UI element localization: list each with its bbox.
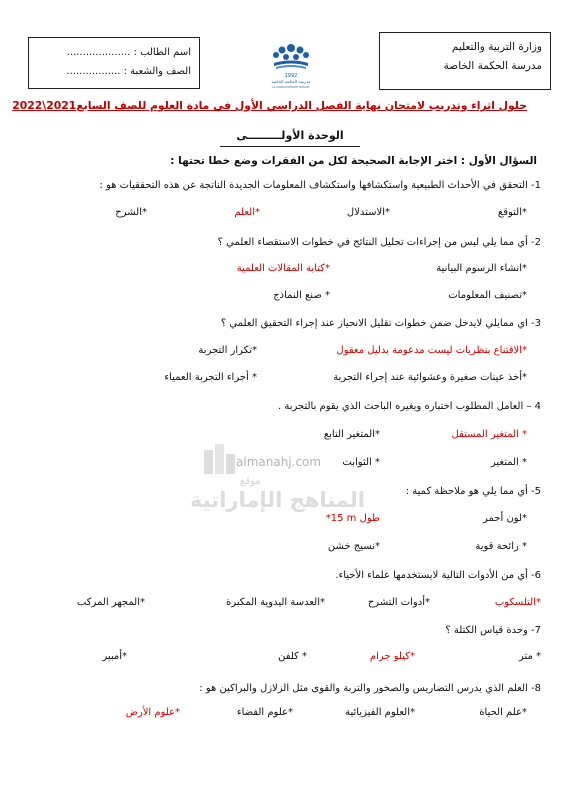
logo-school-ar: مدرسة الحكمة الخاصة xyxy=(271,79,311,84)
logo-year: 1992 xyxy=(284,73,298,79)
q2-option-1[interactable]: *انشاء الرسوم البيانية xyxy=(436,263,527,274)
unit-underline xyxy=(220,146,360,147)
q6-option-2[interactable]: *أدوات التشرح xyxy=(367,597,430,608)
q4-option-4[interactable]: * الثوابت xyxy=(342,457,380,468)
q3-option-2[interactable]: *تكرار التجربة xyxy=(198,345,257,356)
question-7-text: 7- وحدة قياس الكتلة ؟ xyxy=(445,625,541,636)
q2-option-4[interactable]: * صنع النماذج xyxy=(273,290,330,301)
unit-heading: الوحدة الأولـــــــــى xyxy=(236,129,344,142)
q8-option-1[interactable]: *علم الحياة xyxy=(479,707,527,718)
q1-option-1[interactable]: *التوقع xyxy=(497,207,527,218)
q3-option-1[interactable]: *الاقتناع بنظريات ليست مدعومة بدليل معقول xyxy=(336,345,527,356)
q3-option-4[interactable]: * أجراء التجربة العمياء xyxy=(164,372,257,383)
watermark-brand: المناهج الإماراتية xyxy=(190,488,365,512)
grade-section-field[interactable]: الصف والشعبة : ................. xyxy=(66,66,191,77)
q5-option-4[interactable]: *نسيج خشن xyxy=(327,541,380,552)
q6-option-1[interactable]: *التلسكوب xyxy=(494,597,541,608)
page-title: حلول اثراء وتدريب لامتحان نهاية الفصل الدراسي الأول في مادة العلوم للصف السابع2021\2022 xyxy=(12,99,527,112)
question-2-text: 2- أي مما يلي ليس من إجراءات تحليل النتائج في خطوات الاستقصاء العلمي ؟ xyxy=(217,237,541,248)
q8-option-3[interactable]: *علوم الفضاء xyxy=(236,707,293,718)
q8-option-4[interactable]: *علوم الأرض xyxy=(125,707,180,718)
school-logo-icon xyxy=(266,36,316,92)
q6-option-3[interactable]: *العدسة اليدوية المكبرة xyxy=(226,597,325,608)
question-6-text: 6- أي من الأدوات التالية لايستخدمها علماء الأحياء. xyxy=(335,570,541,581)
q5-option-2[interactable]: *15 m طول xyxy=(325,513,380,524)
watermark-logo-icon xyxy=(200,440,240,480)
question-4-text: 4 – العامل المطلوب اختباره ويغيره الباحث الذي يقوم بالتجربة . xyxy=(278,401,541,412)
q7-option-2[interactable]: *كيلو جرام xyxy=(369,651,415,662)
ministry-box xyxy=(379,32,551,90)
student-info-box xyxy=(28,37,200,89)
q7-option-3[interactable]: * كلفن xyxy=(278,651,307,662)
q4-option-1[interactable]: * المتغير المستقل xyxy=(451,429,527,440)
q2-option-3[interactable]: *تصنيف المعلومات xyxy=(448,290,527,301)
question-1-text: 1- التحقق في الأحداث الطبيعية واستكشافها واستكشاف المعلومات الجديدة الناتجة عن هذه التحققيات هو : xyxy=(99,180,541,191)
question-5-text: 5- أي مما يلي هو ملاحظة كمية : xyxy=(405,486,541,497)
q1-option-2[interactable]: *الاستدلال xyxy=(346,207,390,218)
question-8-text: 8- العلم الذي يدرس التضاريس والصخور والتربة والقوى مثل الزلازل والبراكين هو : xyxy=(199,683,541,694)
q5-option-1[interactable]: *لون أحمر xyxy=(483,513,527,524)
school-name: مدرسة الحكمة الخاصة xyxy=(443,60,542,72)
q4-option-2[interactable]: *المتغير التابع xyxy=(323,429,380,440)
student-name-field[interactable]: اسم الطالب : .................... xyxy=(66,47,191,58)
q2-option-2[interactable]: *كتابة المقالات العلمية xyxy=(236,263,330,274)
q8-option-2[interactable]: *العلوم الفيزيائية xyxy=(345,707,415,718)
section-heading: السؤال الأول : اختر الإجابة الصحيحة لكل من الفقرات وضع خطا تحتها : xyxy=(170,155,537,167)
q7-option-1[interactable]: * متر xyxy=(518,651,541,662)
ministry-name: وزارة التربية والتعليم xyxy=(451,41,542,53)
q1-option-4[interactable]: *الشرح xyxy=(115,207,147,218)
q7-option-4[interactable]: *أمبير xyxy=(102,651,127,662)
watermark-label: موقع xyxy=(240,476,261,487)
q1-option-3[interactable]: *العلم xyxy=(234,207,260,218)
question-3-text: 3- اي ممايلي لايدخل ضمن خطوات تقليل الانحياز عند إجراء التحقيق العلمي ؟ xyxy=(220,318,541,329)
watermark-site: almanahj.com xyxy=(236,455,322,469)
q6-option-4[interactable]: *المجهر المركب xyxy=(76,597,145,608)
logo-school-en: AL HIKMAH PRIVATE SCHOOL xyxy=(272,86,310,89)
q3-option-3[interactable]: *أخذ عينات صغيرة وعشوائية عند إجراء التجربة xyxy=(333,372,527,383)
q5-option-3[interactable]: * رائحة قوية xyxy=(475,541,527,552)
q4-option-3[interactable]: * المتغير xyxy=(490,457,527,468)
